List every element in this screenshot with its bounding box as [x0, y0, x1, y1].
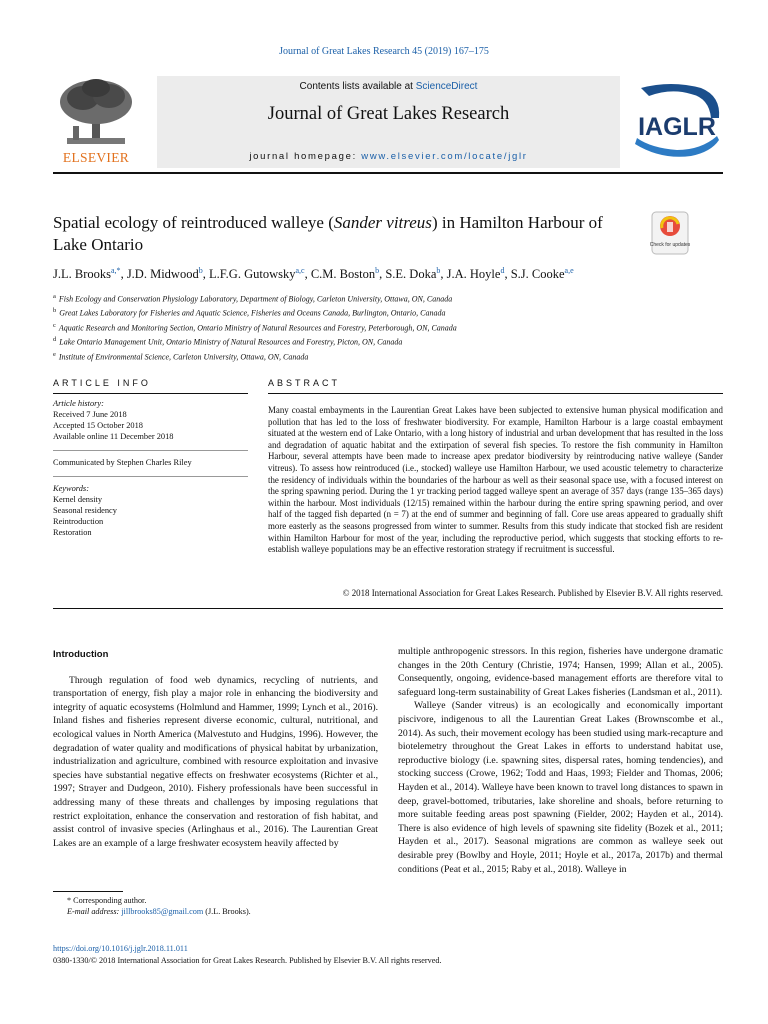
author[interactable]: [385, 267, 440, 281]
info-separator: [53, 476, 248, 477]
author-list: J.L. Brooks$^{a,*}$, J.D. Midwood$^b$, L.F.G. Gutowsky$^{a,c}$, C.M. Boston$^b$, S.E. Doka$^b$, J.A. Hoyle$^d$, S.J. Cooke$^{a,e}$: [53, 266, 574, 282]
article-info-heading: ARTICLE INFO: [53, 378, 151, 388]
author-affiliation-marker[interactable]: d: [500, 266, 505, 275]
iaglr-wordmark: IAGLR: [638, 113, 716, 141]
abstract-bottom-divider: [53, 608, 723, 609]
body-paragraph: Through regulation of food web dynamics, recycling of nutrients, and transportation of energy, fish play a major role in enhancing the biodiversity and integrity of aquatic ecosystems (Holmlund and Hammer, 1999; Lynch et al., 2016). Inland fishes and fisheries represent diverse economic, cultural, nutritional, and ecological values in North America (Malvestuto and Hudgins, 1996). However, the degradation of water quality and modifications of physical habitat by urbanization, industrialization and agriculture, combined with resource exploitation and invasive species have substantial negative effects on freshwater ecosystems (Richter et al., 1997; Strayer and Dudgeon, 2010). Fishery professionals have been successful in addressing many of these threats and challenges by imposing regulations that restrict exploitation, enhance the conservation and restoration of fish habitat, and assist control of invasive species (Arlinghaus et al., 2016). The Laurentian Great Lakes are an example of a large freshwater ecosystem heavily affected by: [53, 674, 378, 849]
title-part-2: ) in Hamilton Harbour of Lake Ontario: [53, 213, 603, 254]
author-name: S.J. Cooke: [510, 267, 565, 282]
body-paragraph: Walleye (Sander vitreus) is an ecologically and economically important piscivore, indigenous to all the Laurentian Great Lakes (Brownscombe et al., 2014). As such, their movement ecology has been studied using mark-recapture and biotelemetry throughout the Great Lakes in efforts to understand habitat use, reproductive biology (i.e. spawning sites, dispersal rates, homing tendencies), and stocking success (Crowe, 1962; Todd and Haas, 1993; Fielder and Thomas, 2006; Hayden et al., 2014). Walleye have been known to travel long distances to spawn in deep, gravel-bottomed, tributaries, lake shoreline and shoals, before returning to more suitable feeding areas post spawning (Fielder, 2002; Hayden et al., 2014). There is also evidence of high levels of spawning site fidelity (Bozek et al., 2011; Hayden et al., 2017). Seasonal migrations are common as walleye seek out desirable prey (Bowlby and Hoyle, 2011; Hoyle et al., 2017a, 2017b) and thermal conditions (Peat et al., 2015; Raby et al., 2018). Walleye in: [398, 700, 723, 875]
author-affiliation-marker[interactable]: b: [375, 266, 380, 275]
article-title: [53, 212, 613, 256]
author-name: J.A. Hoyle: [446, 267, 501, 282]
online-date: Available online 11 December 2018: [53, 432, 174, 441]
affiliation-list: [53, 291, 713, 363]
affiliation-key: e: [53, 350, 56, 358]
affiliation-key: d: [53, 336, 57, 344]
footnote-divider: [53, 891, 123, 892]
header-divider: [53, 172, 723, 174]
journal-title: Journal of Great Lakes Research: [267, 104, 510, 124]
keyword: Reintroduction: [53, 517, 104, 526]
author-name: J.L. Brooks: [53, 267, 111, 282]
communicated-by: Communicated by Stephen Charles Riley: [53, 458, 192, 467]
introduction-heading: Introduction: [53, 649, 109, 660]
info-divider: [53, 393, 248, 394]
homepage-prefix: journal homepage:: [249, 151, 357, 162]
author-affiliation-marker[interactable]: a,e: [564, 266, 574, 275]
affiliation-text: Lake Ontario Management Unit, Ontario Ministry of Natural Resources and Forestry, Picton, ON, Canada: [59, 338, 403, 348]
elsevier-tree-icon: [57, 78, 135, 148]
affiliation-text: Aquatic Research and Monitoring Section, Ontario Ministry of Natural Resources and Forestry, Peterborough, ON, Canada: [58, 323, 457, 333]
keywords-label: Keywords:: [53, 484, 89, 493]
contents-line: [157, 81, 620, 92]
affiliation-text: Great Lakes Laboratory for Fisheries and Aquatic Science, Fisheries and Oceans Canada, Burlington, Ontario, Canada: [59, 309, 446, 319]
email-link[interactable]: jillbrooks85@gmail.com: [121, 907, 204, 916]
keyword: Kernel density: [53, 495, 103, 504]
journal-header: [53, 76, 723, 168]
author-affiliation-marker[interactable]: b: [198, 266, 203, 275]
email-suffix: (J.L. Brooks).: [205, 907, 251, 916]
author-affiliation-marker[interactable]: a,c: [295, 266, 305, 275]
email-label: E-mail address:: [67, 907, 120, 916]
affiliation: [53, 349, 713, 363]
author[interactable]: [53, 267, 121, 281]
affiliation-key: a: [53, 293, 56, 300]
author[interactable]: [127, 267, 203, 281]
history-label: Article history:: [53, 399, 104, 408]
affiliation-key: b: [53, 307, 57, 315]
body-paragraph: multiple anthropogenic stressors. In this region, fisheries have undergone dramatic changes in the 20th Century (Christie, 1974; Hansen, 1999; Allan et al., 2005). Consequently, ongoing, evidence-based management efforts are therefore vital to safeguard long-term sustainability of Great Lakes fisheries (Landsman et al., 2011).: [398, 646, 723, 698]
accepted-date: Accepted 15 October 2018: [53, 421, 143, 430]
keyword: Seasonal residency: [53, 506, 117, 515]
iaglr-logo[interactable]: [631, 78, 723, 166]
check-for-updates-button[interactable]: [650, 210, 690, 256]
author-name: J.D. Midwood: [126, 267, 199, 282]
email-line: [53, 906, 378, 917]
info-separator: [53, 450, 248, 451]
body-right-column: [398, 645, 723, 876]
title-part-1: Spatial ecology of reintroduced walleye (: [53, 213, 334, 232]
author[interactable]: [447, 267, 505, 281]
affiliation: [53, 305, 713, 319]
received-date: Received 7 June 2018: [53, 410, 127, 419]
corresponding-author-note: * Corresponding author.: [67, 896, 147, 905]
author[interactable]: [311, 267, 379, 281]
affiliation: [53, 320, 713, 334]
body-left-column: [53, 648, 378, 850]
footnote: [53, 895, 378, 917]
author[interactable]: [209, 267, 305, 281]
article-info: [53, 398, 248, 538]
abstract-divider: [268, 393, 723, 394]
issn-copyright: 0380-1330/© 2018 International Association for Great Lakes Research. Published by Elsevier B.V. All rights reserved.: [53, 956, 442, 965]
affiliation-key: c: [53, 321, 56, 329]
abstract-copyright: © 2018 International Association for Great Lakes Research. Published by Elsevier B.V. All rights reserved.: [342, 588, 723, 598]
homepage-line: [157, 151, 620, 162]
author[interactable]: [511, 267, 574, 281]
author-affiliation-marker[interactable]: b: [436, 266, 441, 275]
author-name: C.M. Boston: [310, 267, 376, 282]
affiliation-text: Institute of Environmental Science, Carleton University, Ottawa, ON, Canada: [58, 352, 309, 362]
author-affiliation-marker[interactable]: a,*: [111, 266, 121, 275]
abstract-text: Many coastal embayments in the Laurentian Great Lakes have been subjected to extensive human physical modification and pollution that has led to the loss of freshwater biodiversity. For example, Hamilton Harbour is a large coastal embayment situated at the western end of Lake Ontario, with a long history of industrial and urban development that has resulted in the loss and degradation of aquatic habitat and the extirpation of several fish species. To restore the fish community in Hamilton Harbour, several attempts have been made to increase apex predator biodiversity by reintroducing native walleye (Sander vitreus). To assess how reintroduced (i.e., stocked) walleye use Hamilton Harbour, we used acoustic telemetry to characterize the residency of individuals within the boundaries of the harbour as well as their seasonal space use, with a focused interest on the spring spawning period. During the 1 yr tracking period tagged walleye spent an average of 357 days (range 135–365 days) within the harbour. Most individuals (12/15) remained within the harbour during the entire spring spawning period, and over half of the tagged fish departed (n = 7) at the end of summer and beginning of fall. Core use areas appeared to gradually shift more easterly as the seasons progressed from winter to summer. Results from this study indicate that stocked fish are resident within Hamilton Harbour for most of the year, including the reproductive period, which suggests that stocking efforts to re-establish walleye populations may be an effective restoration strategy if recruitment is successful.: [268, 405, 723, 555]
title-species: Sander vitreus: [333, 213, 432, 232]
doi-link[interactable]: https://doi.org/10.1016/j.jglr.2018.11.011: [53, 944, 188, 953]
affiliation: [53, 334, 713, 348]
author-name: S.E. Doka: [385, 267, 437, 282]
contents-prefix: Contents lists available at: [299, 81, 413, 92]
affiliation: [53, 291, 713, 305]
homepage-link[interactable]: www.elsevier.com/locate/jglr: [361, 151, 528, 162]
sciencedirect-link[interactable]: ScienceDirect: [415, 81, 478, 92]
elsevier-wordmark: ELSEVIER: [62, 150, 130, 165]
author-name: L.F.G. Gutowsky: [208, 267, 296, 282]
keyword-list: [53, 494, 248, 538]
check-updates-label: Check for updates: [650, 242, 690, 248]
affiliation-text: Fish Ecology and Conservation Physiology Laboratory, Department of Biology, Carleton University, Ottawa, ON, Canada: [58, 294, 453, 304]
journal-citation[interactable]: Journal of Great Lakes Research 45 (2019) 167–175: [279, 46, 489, 57]
journal-banner: [157, 76, 620, 168]
elsevier-logo[interactable]: [53, 76, 139, 168]
abstract-heading: ABSTRACT: [268, 378, 341, 388]
keyword: Restoration: [53, 528, 92, 537]
